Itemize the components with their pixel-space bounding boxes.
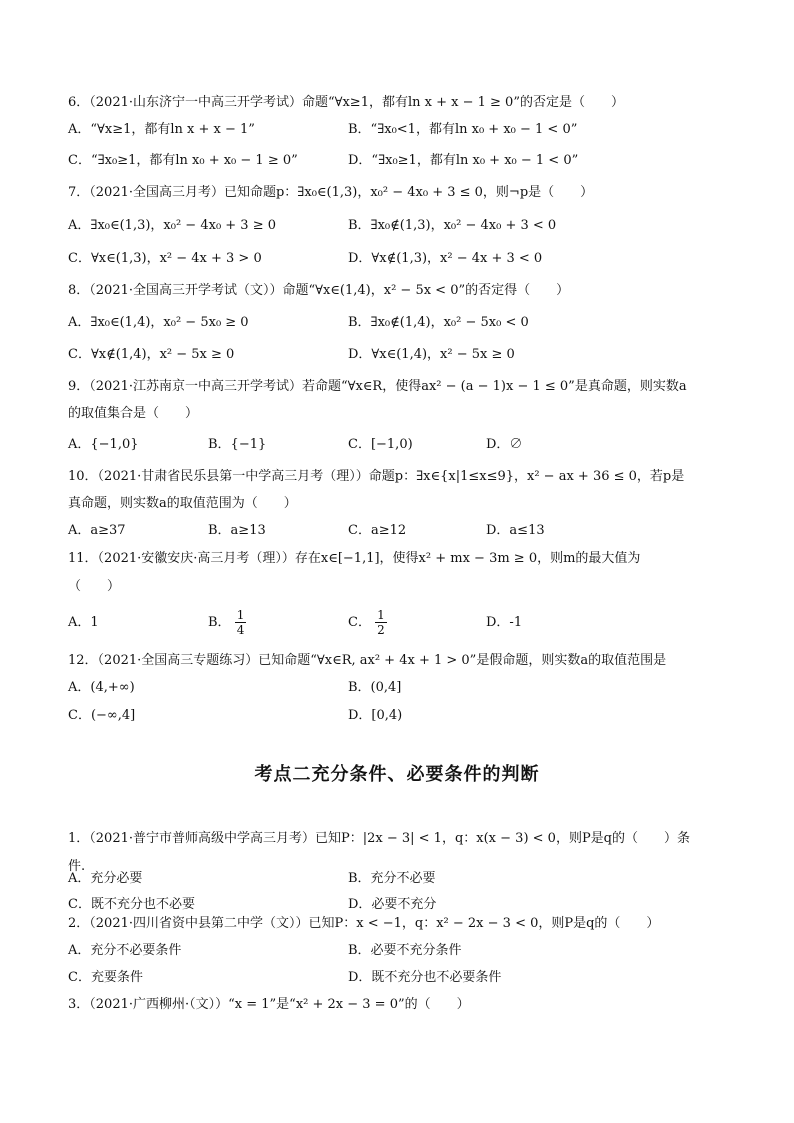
question-6-option-a: A．“∀x≥1，都有ln x + x − 1” (68, 122, 255, 137)
question-8-options-row2 (68, 344, 728, 366)
section-question-1-option-c-text: C．既不充分也不必要 (68, 897, 195, 912)
question-8-option-a: A．∃x₀∈(1,4)，x₀² − 5x₀ ≥ 0 (68, 315, 249, 330)
section-question-2-stem: 2．（2021·四川省资中县第二中学（文））已知P：x < −1，q：x² − 2x − 3 < 0，则P是q的（ ） (68, 916, 660, 931)
question-9-option-c: C．[−1,0) (348, 437, 413, 452)
section-question-1-option-d-text: D．必要不充分 (348, 897, 437, 912)
question-10-option-d: D．a≤13 (486, 523, 545, 538)
question-9-option-d: D．∅ (486, 437, 523, 452)
question-6-option-c: C．“∃x₀≥1，都有ln x₀ + x₀ − 1 ≥ 0” (68, 153, 298, 168)
question-12-option-d: D．[0,4) (348, 708, 403, 723)
question-11-option-c-label: C． (348, 615, 371, 630)
question-11-option-b-label: B． (208, 615, 231, 630)
section-question-2-options-row2 (68, 967, 728, 989)
question-10-option-c: C．a≥12 (348, 523, 407, 538)
section-question-1-option-a-text: A．充分必要 (68, 871, 143, 886)
question-11-option-c (348, 606, 387, 640)
question-6-options-row2 (68, 150, 728, 172)
question-12-option-b: B．(0,4] (348, 680, 402, 695)
question-11-stem-line1: 11．（2021·安徽安庆·高三月考（理））存在x∈[−1,1]，使得x² + mx − 3m ≥ 0，则m的最大值为 (68, 551, 641, 566)
question-9-stem-line2: 的取值集合是（ ） (68, 406, 199, 421)
question-12-options-row2 (68, 705, 728, 727)
question-7-option-d: D．∀x∉(1,3)，x² − 4x + 3 < 0 (348, 251, 543, 266)
question-11-option-c-fraction (375, 608, 387, 637)
fraction-numerator: 1 (236, 608, 245, 622)
question-11-option-b-fraction (235, 608, 247, 637)
section-title: 考点二充分条件、必要条件的判断 (254, 764, 540, 785)
question-11-option-b (208, 606, 246, 640)
question-7-option-b: B．∃x₀∉(1,3)，x₀² − 4x₀ + 3 < 0 (348, 218, 557, 233)
section-question-3-stem: 3．（2021·广西柳州·（文））“x = 1”是“x² + 2x − 3 = 0”的（ ） (68, 997, 470, 1012)
question-12-options-row1 (68, 677, 728, 699)
question-11-option-a: A．1 (68, 615, 99, 630)
question-7-option-a: A．∃x₀∈(1,3)，x₀² − 4x₀ + 3 ≥ 0 (68, 218, 277, 233)
question-6-options-row1 (68, 119, 728, 141)
question-10-option-a: A．a≥37 (68, 523, 126, 538)
question-12-option-c: C．(−∞,4] (68, 708, 136, 723)
question-10-stem-line2: 真命题，则实数a的取值范围为（ ） (68, 496, 297, 511)
question-8-option-d: D．∀x∈(1,4)，x² − 5x ≥ 0 (348, 347, 515, 362)
question-9-option-a: A．{−1,0} (68, 437, 139, 452)
question-6-option-b: B．“∃x₀<1，都有ln x₀ + x₀ − 1 < 0” (348, 122, 578, 137)
section-question-2-option-b: B．必要不充分条件 (348, 943, 462, 958)
question-9-option-b: B．{−1} (208, 437, 267, 452)
question-10-option-b: B．a≥13 (208, 523, 266, 538)
section-question-1-stem-line2: 件. (68, 859, 86, 874)
question-9-options (68, 434, 728, 456)
question-8-option-c: C．∀x∉(1,4)，x² − 5x ≥ 0 (68, 347, 235, 362)
question-9-stem-line1: 9．（2021·江苏南京一中高三开学考试）若命题“∀x∈R，使得ax² − (a − 1)x − 1 ≤ 0”是真命题，则实数a (68, 379, 687, 394)
section-question-2-option-d: D．既不充分也不必要条件 (348, 970, 502, 985)
section-question-1-stem-line1: 1．（2021·普宁市普师高级中学高三月考）已知P：|2x − 3| < 1，q：x(x − 3) < 0，则P是q的（ ）条 (68, 831, 691, 846)
question-11-stem-line2: （ ） (68, 579, 121, 594)
question-12-stem: 12．（2021·全国高三专题练习）已知命题“∀x∈R, ax² + 4x + 1 > 0”是假命题，则实数a的取值范围是 (68, 653, 667, 668)
question-6-option-d: D．“∃x₀≥1，都有ln x₀ + x₀ − 1 < 0” (348, 153, 579, 168)
section-question-1-options-row1-visible (68, 868, 728, 890)
section-question-2-options-row1 (68, 940, 728, 962)
question-8-stem: 8．（2021·全国高三开学考试（文））命题“∀x∈(1,4)，x² − 5x < 0”的否定得（ ） (68, 283, 570, 298)
section-question-2-option-a: A．充分不必要条件 (68, 943, 182, 958)
question-11-option-d: D．-1 (486, 615, 523, 630)
question-7-option-c: C．∀x∈(1,3)，x² − 4x + 3 > 0 (68, 251, 262, 266)
question-7-options-row1 (68, 215, 728, 237)
question-7-options-row2 (68, 248, 728, 270)
fraction-numerator: 1 (377, 608, 385, 622)
question-10-stem-line1: 10．（2021·甘肃省民乐县第一中学高三月考（理））命题p：∃x∈{x|1≤x≤9}，x² − ax + 36 ≤ 0，若p是 (68, 469, 685, 484)
fraction-denominator: 2 (377, 623, 385, 637)
fraction-denominator: 4 (236, 623, 245, 637)
question-12-option-a: A．(4,+∞) (68, 680, 135, 695)
question-7-stem: 7．（2021·全国高三月考）已知命题p：∃x₀∈(1,3)，x₀² − 4x₀ + 3 ≤ 0，则¬p是（ ） (68, 185, 594, 200)
question-8-option-b: B．∃x₀∉(1,4)，x₀² − 5x₀ < 0 (348, 315, 529, 330)
section-question-1-option-b-text: B．充分不必要 (348, 871, 436, 886)
section-question-2-option-c: C．充要条件 (68, 970, 143, 985)
question-11-options (68, 606, 728, 640)
question-8-options-row1 (68, 312, 728, 334)
question-6-stem: 6．（2021·山东济宁一中高三开学考试）命题“∀x≥1，都有ln x + x − 1 ≥ 0”的否定是（ ） (68, 95, 624, 110)
question-10-options (68, 520, 728, 542)
